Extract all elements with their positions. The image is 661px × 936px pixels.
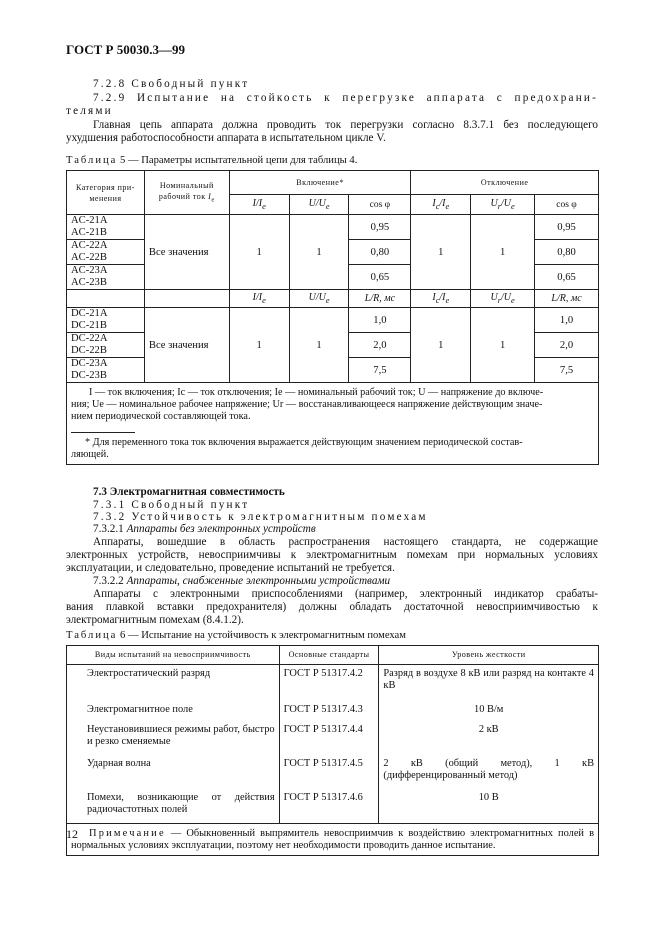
- table5-cat-ac22: AC-22A AC-22B: [67, 240, 145, 265]
- table6-note-word: Примечание: [89, 828, 166, 839]
- table6-row-em-field-level: 10 В/м: [379, 701, 599, 721]
- table5-dc-sub-off-voltage-ratio: $U_r/U_e$: [471, 290, 535, 308]
- page-number: 12: [66, 827, 78, 841]
- section-7-3-title: 7.3 Электромагнитная совместимость: [93, 486, 285, 498]
- table5-symbols-line1: I — ток включения; Iс — ток отключения; Iе — номинальный рабочий ток; U — напряжение до включе-: [89, 387, 544, 398]
- table5-ac-on-current-value: 1: [229, 215, 289, 290]
- table6-row-esd-standard: ГОСТ Р 51317.4.2: [279, 665, 379, 702]
- table6-note: [67, 824, 599, 856]
- table6-row-surge-standard: ГОСТ Р 51317.4.5: [279, 755, 379, 789]
- table5-dc-sub-on-lr: L/R, мс: [349, 290, 411, 308]
- table5-sub-on-voltage-ratio: $U/U_e$: [289, 195, 349, 215]
- table5: [66, 170, 599, 465]
- table6-row-rf-standard: ГОСТ Р 51317.4.6: [279, 789, 379, 824]
- main-circuit-text-line2: ухудшения работоспособности аппарата в испытательном цикле V.: [66, 132, 386, 144]
- table5-dc-on-voltage-value: 1: [289, 308, 349, 383]
- table5-dc21-lr-off: 1,0: [535, 308, 599, 333]
- table6-caption-text: 6 — Испытание на устойчивость к электромагнитным помехам: [117, 630, 406, 641]
- table5-footnote: * Для переменного тока ток включения выражается действующим значением периодической состав- ляющей.: [71, 437, 523, 460]
- table6-row-transient-test: Неустановившиеся режимы работ, быстро и резко сменяемые: [67, 721, 280, 755]
- clause-7-3-2-2-text-line3: электромагнитным помехам (8.4.1.2).: [66, 614, 244, 626]
- table5-header-current: Номинальный рабочий ток $I_e$: [144, 171, 229, 215]
- clause-7-3-2-2-text-line1: Аппараты с электронными приспособлениями (например, электронный индикатор срабаты-: [93, 588, 598, 600]
- clause-7-3-2-1-text-line2: электронных устройств, невосприимчивы к электромагнитным помехам при нормальных условиях: [66, 549, 598, 561]
- table5-sub-off-cos: cos φ: [535, 195, 599, 215]
- table5-caption: [66, 155, 357, 166]
- table5-dc-sub-off-current-ratio: $I_c/I_e$: [411, 290, 471, 308]
- table5-cat-dc23: DC-23A DC-23B: [67, 358, 145, 383]
- table5-dc21-lr-on: 1,0: [349, 308, 411, 333]
- table6-row-rf-level: 10 В: [379, 789, 599, 824]
- table5-ac-all-values: Все значения: [144, 215, 229, 290]
- table5-dc22-lr-off: 2,0: [535, 333, 599, 358]
- table5-dc-off-voltage-value: 1: [471, 308, 535, 383]
- table6-row-rf-test: Помехи, возникающие от действия радиочастотных полей: [67, 789, 280, 824]
- table6-note-text: — Обыкновенный выпрямитель невосприимчив к воздействию электромагнитных полей в нормальных условиях эксплуатации, поэтому нет необходимости проводить данное испытание.: [71, 828, 594, 851]
- table5-sub-on-current-ratio: $I/I_e$: [229, 195, 289, 215]
- table5-ac22-cos-off: 0,80: [535, 240, 599, 265]
- clause-7-3-2-2: 7.3.2.2 Аппараты, снабженные электронными устройствами: [93, 575, 391, 587]
- table5-dc-sub-on-voltage-ratio: $U/U_e$: [289, 290, 349, 308]
- clause-7-2-9-line1: 7.2.9 Испытание на стойкость к перегрузке аппарата с предохрани-: [93, 92, 598, 104]
- table6-row-transient-standard: ГОСТ Р 51317.4.4: [279, 721, 379, 755]
- table6-caption: [66, 630, 406, 641]
- table5-ac-off-current-value: 1: [411, 215, 471, 290]
- main-circuit-text-line1: Главная цепь аппарата должна проводить ток перегрузки согласно 8.3.7.1 без последующего: [93, 119, 598, 131]
- clause-7-3-1: 7.3.1 Свободный пункт: [93, 499, 250, 511]
- table5-dc-on-current-value: 1: [229, 308, 289, 383]
- table6-row-em-field-standard: ГОСТ Р 51317.4.3: [279, 701, 379, 721]
- table5-ac21-cos-on: 0,95: [349, 215, 411, 240]
- document-header: ГОСТ Р 50030.3—99: [66, 42, 185, 57]
- table5-caption-text: 5 — Параметры испытательной цепи для таблицы 4.: [117, 155, 358, 166]
- table5-dc22-lr-on: 2,0: [349, 333, 411, 358]
- table6-header-test-type: Виды испытаний на невосприимчивость: [67, 646, 280, 665]
- clause-7-3-2-1-text-line3: эксплуатации, и следовательно, проведение испытаний не требуется.: [66, 562, 395, 574]
- table5-header-off: Отключение: [411, 171, 599, 195]
- table6-row-esd-test: Электростатический разряд: [67, 665, 280, 702]
- table5-dc23-lr-on: 7,5: [349, 358, 411, 383]
- table5-symbols-line3: нием периодической составляющей тока.: [71, 411, 251, 422]
- table6-caption-word: Таблица: [66, 630, 118, 641]
- table5-caption-word: Таблица: [66, 155, 118, 166]
- table6-row-em-field-test: Электромагнитное поле: [67, 701, 280, 721]
- table5-dc-header-blank-1: [67, 290, 145, 308]
- clause-7-2-9-line2: телями: [66, 105, 113, 117]
- table6-header-standard: Основные стандарты: [279, 646, 379, 665]
- clause-7-2-8: 7.2.8 Свободный пункт: [93, 78, 250, 90]
- table5-ac23-cos-off: 0,65: [535, 265, 599, 290]
- table5-sub-off-voltage-ratio: $U_r/U_e$: [471, 195, 535, 215]
- table5-dc-sub-off-lr: L/R, мс: [535, 290, 599, 308]
- table6-header-level: Уровень жесткости: [379, 646, 599, 665]
- table5-notes: [67, 383, 599, 465]
- table5-cat-dc21: DC-21A DC-21B: [67, 308, 145, 333]
- table5-ac23-cos-on: 0,65: [349, 265, 411, 290]
- clause-7-3-2: 7.3.2 Устойчивость к электромагнитным помехам: [93, 511, 428, 523]
- table5-dc-header-blank-2: [144, 290, 229, 308]
- table5-dc-sub-on-current-ratio: $I/I_e$: [229, 290, 289, 308]
- table6: [66, 645, 599, 856]
- table5-dc-off-current-value: 1: [411, 308, 471, 383]
- table5-symbols-line2: ния; Uе — номинальное рабочее напряжение; Ur — восстанавливающееся напряжение действующим значе-: [71, 399, 543, 410]
- clause-7-3-2-1-text-line1: Аппараты, вошедшие в область распространения настоящего стандарта, не содержащие: [93, 536, 598, 548]
- table5-cat-ac21: AC-21A AC-21B: [67, 215, 145, 240]
- table5-ac22-cos-on: 0,80: [349, 240, 411, 265]
- table5-dc23-lr-off: 7,5: [535, 358, 599, 383]
- table5-ac21-cos-off: 0,95: [535, 215, 599, 240]
- table5-header-on: Включение*: [229, 171, 411, 195]
- table6-row-surge-level: 2 кВ (общий метод), 1 кВ (дифференцированный метод): [379, 755, 599, 789]
- table6-row-transient-level: 2 кВ: [379, 721, 599, 755]
- table6-row-esd-level: Разряд в воздухе 8 кВ или разряд на контакте 4 кВ: [379, 665, 599, 702]
- table6-row-surge-test: Ударная волна: [67, 755, 280, 789]
- table5-cat-dc22: DC-22A DC-22B: [67, 333, 145, 358]
- table5-sub-on-cos: cos φ: [349, 195, 411, 215]
- table5-header-category: Категория при- менения: [67, 171, 145, 215]
- clause-7-3-2-2-text-line2: вания плавкой вставки предохранителя) должны обладать достаточной невосприимчивостью к: [66, 601, 598, 613]
- table5-ac-off-voltage-value: 1: [471, 215, 535, 290]
- table5-cat-ac23: AC-23A AC-23B: [67, 265, 145, 290]
- table5-ac-on-voltage-value: 1: [289, 215, 349, 290]
- clause-7-3-2-1: 7.3.2.1 Аппараты без электронных устройств: [93, 523, 316, 535]
- footnote-rule: [71, 432, 135, 433]
- table5-dc-all-values: Все значения: [144, 308, 229, 383]
- table5-sub-off-current-ratio: $I_c/I_e$: [411, 195, 471, 215]
